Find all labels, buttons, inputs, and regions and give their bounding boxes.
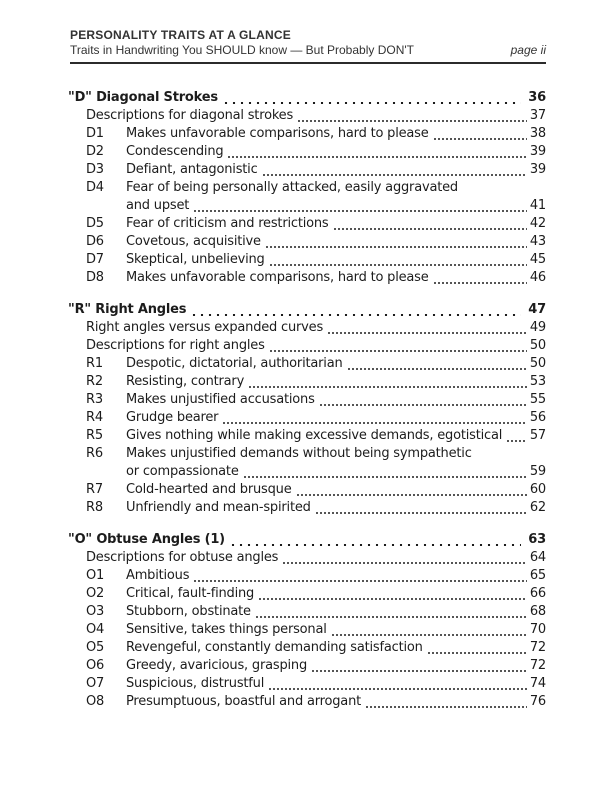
dot-leader: [297, 120, 527, 122]
entry-text: and upset: [126, 198, 190, 213]
page-number: 57: [529, 428, 546, 443]
entry-code: R2: [86, 374, 103, 389]
toc-entry: [68, 108, 546, 126]
entry-code: R7: [86, 482, 103, 497]
page-header: [0, 0, 608, 64]
toc-entry: [68, 144, 546, 162]
entry-text: Despotic, dictatorial, authoritarian: [126, 356, 343, 371]
toc-entry: [68, 356, 546, 374]
entry-text: or compassionate: [126, 464, 239, 479]
entry-text: Greedy, avaricious, grasping: [126, 658, 308, 673]
page-number: 66: [529, 586, 546, 601]
page-number: 49: [529, 320, 546, 335]
entry-code: R4: [86, 410, 103, 425]
entry-code: D4: [86, 180, 104, 195]
entry-text: Cold-hearted and brusque: [126, 482, 292, 497]
page-number: 74: [529, 676, 546, 691]
entry-code: O5: [86, 640, 105, 655]
dot-leader: [315, 512, 527, 514]
entry-text: Sensitive, takes things personal: [126, 622, 327, 637]
dot-leader: [193, 210, 527, 212]
toc-entry: [68, 234, 546, 252]
page-number: 56: [529, 410, 546, 425]
dot-leader: [365, 706, 527, 708]
entry-code: O8: [86, 694, 105, 709]
toc-entry: [68, 586, 546, 604]
page-number: 50: [529, 356, 546, 371]
toc-entry: [68, 126, 546, 144]
entry-code: D6: [86, 234, 104, 249]
entry-text: Ambitious: [126, 568, 190, 583]
dot-leader: [347, 368, 527, 370]
dot-leader: [258, 598, 527, 600]
entry-code: D2: [86, 144, 104, 159]
entry-text: Descriptions for right angles: [86, 338, 265, 353]
entry-text: Grudge bearer: [126, 410, 219, 425]
toc-entry: [68, 216, 546, 234]
toc-entry: [68, 694, 546, 712]
section-title: "O" Obtuse Angles (1): [68, 532, 225, 547]
page-number: 37: [529, 108, 546, 123]
dot-leader: [427, 652, 527, 654]
entry-text: Resisting, contrary: [126, 374, 245, 389]
page-number: 53: [529, 374, 546, 389]
toc-entry: [68, 270, 546, 288]
dot-leader: [190, 314, 521, 316]
toc-entry: [68, 410, 546, 428]
dot-leader: [296, 494, 527, 496]
document-title: PERSONALITY TRAITS AT A GLANCE: [70, 28, 291, 42]
dot-leader: [193, 580, 527, 582]
page-number: 36: [528, 90, 546, 105]
entry-text: Right angles versus expanded curves: [86, 320, 324, 335]
entry-text: Unfriendly and mean-spirited: [126, 500, 311, 515]
page-number-label: page ii: [510, 43, 546, 57]
entry-text: Skeptical, unbelieving: [126, 252, 265, 267]
page-number: 45: [529, 252, 546, 267]
entry-text: Suspicious, distrustful: [126, 676, 265, 691]
toc-entry: [68, 604, 546, 622]
toc-entry: [68, 500, 546, 518]
entry-code: R6: [86, 446, 103, 461]
toc-section-heading: [68, 90, 546, 108]
toc-entry-continuation: [68, 198, 546, 216]
page-number: 38: [529, 126, 546, 141]
toc-section-heading: [68, 532, 546, 550]
entry-text: Makes unjustified demands without being sympathetic: [126, 446, 472, 461]
dot-leader: [327, 332, 527, 334]
entry-text: Descriptions for diagonal strokes: [86, 108, 294, 123]
page-number: 41: [529, 198, 546, 213]
dot-leader: [331, 634, 527, 636]
dot-leader: [265, 246, 527, 248]
page-number: 60: [529, 482, 546, 497]
table-of-contents: [0, 64, 608, 712]
toc-entry: [68, 392, 546, 410]
toc-entry: [68, 180, 546, 198]
toc-entry-continuation: [68, 464, 546, 482]
entry-code: R8: [86, 500, 103, 515]
page-number: 39: [529, 144, 546, 159]
page-number: 39: [529, 162, 546, 177]
entry-code: D3: [86, 162, 104, 177]
dot-leader: [269, 264, 527, 266]
dot-leader: [243, 476, 527, 478]
entry-code: R3: [86, 392, 103, 407]
entry-code: D8: [86, 270, 104, 285]
dot-leader: [255, 616, 527, 618]
section-title: "R" Right Angles: [68, 302, 187, 317]
page-number: 72: [529, 640, 546, 655]
toc-entry: [68, 622, 546, 640]
dot-leader: [222, 422, 527, 424]
toc-entry: [68, 568, 546, 586]
entry-text: Makes unfavorable comparisons, hard to please: [126, 126, 429, 141]
toc-entry: [68, 338, 546, 356]
entry-code: O6: [86, 658, 105, 673]
dot-leader: [506, 440, 527, 442]
toc-section-heading: [68, 302, 546, 320]
page-number: 63: [528, 532, 546, 547]
entry-code: O3: [86, 604, 105, 619]
dot-leader: [433, 138, 527, 140]
entry-text: Fear of being personally attacked, easily aggravated: [126, 180, 458, 195]
entry-text: Covetous, acquisitive: [126, 234, 261, 249]
entry-code: R5: [86, 428, 103, 443]
toc-section: [68, 302, 546, 518]
toc-entry: [68, 252, 546, 270]
toc-entry: [68, 550, 546, 568]
page-number: 72: [529, 658, 546, 673]
dot-leader: [248, 386, 527, 388]
dot-leader: [282, 562, 527, 564]
entry-text: Makes unfavorable comparisons, hard to please: [126, 270, 429, 285]
toc-entry: [68, 676, 546, 694]
entry-text: Makes unjustified accusations: [126, 392, 315, 407]
page-number: 62: [529, 500, 546, 515]
entry-text: Presumptuous, boastful and arrogant: [126, 694, 362, 709]
entry-code: O4: [86, 622, 105, 637]
page-number: 43: [529, 234, 546, 249]
dot-leader: [262, 174, 527, 176]
entry-text: Descriptions for obtuse angles: [86, 550, 279, 565]
entry-text: Critical, fault-finding: [126, 586, 255, 601]
entry-text: Condescending: [126, 144, 224, 159]
dot-leader: [311, 670, 527, 672]
page-number: 65: [529, 568, 546, 583]
section-title: "D" Diagonal Strokes: [68, 90, 218, 105]
entry-text: Defiant, antagonistic: [126, 162, 258, 177]
page-number: 50: [529, 338, 546, 353]
entry-text: Stubborn, obstinate: [126, 604, 251, 619]
dot-leader: [269, 350, 527, 352]
entry-code: O1: [86, 568, 105, 583]
dot-leader: [227, 156, 527, 158]
page-number: 59: [529, 464, 546, 479]
toc-entry: [68, 162, 546, 180]
toc-entry: [68, 428, 546, 446]
page-number: 42: [529, 216, 546, 231]
toc-entry: [68, 446, 546, 464]
entry-code: D5: [86, 216, 104, 231]
page-number: 64: [529, 550, 546, 565]
entry-code: O7: [86, 676, 105, 691]
entry-text: Fear of criticism and restrictions: [126, 216, 329, 231]
toc-section: [68, 532, 546, 712]
entry-code: D1: [86, 126, 104, 141]
toc-entry: [68, 482, 546, 500]
entry-text: Revengeful, constantly demanding satisfaction: [126, 640, 423, 655]
page-number: 47: [528, 302, 546, 317]
dot-leader: [229, 544, 521, 546]
dot-leader: [222, 102, 521, 104]
toc-entry: [68, 320, 546, 338]
document-subtitle: Traits in Handwriting You SHOULD know — But Probably DON'T: [70, 43, 414, 57]
entry-code: D7: [86, 252, 104, 267]
dot-leader: [268, 688, 527, 690]
toc-entry: [68, 658, 546, 676]
page-number: 46: [529, 270, 546, 285]
page-number: 70: [529, 622, 546, 637]
entry-code: R1: [86, 356, 103, 371]
entry-code: O2: [86, 586, 105, 601]
dot-leader: [319, 404, 527, 406]
dot-leader: [333, 228, 527, 230]
toc-entry: [68, 374, 546, 392]
toc-entry: [68, 640, 546, 658]
page-number: 76: [529, 694, 546, 709]
page-number: 55: [529, 392, 546, 407]
entry-text: Gives nothing while making excessive demands, egotistical: [126, 428, 503, 443]
toc-section: [68, 90, 546, 288]
page-number: 68: [529, 604, 546, 619]
dot-leader: [433, 282, 527, 284]
